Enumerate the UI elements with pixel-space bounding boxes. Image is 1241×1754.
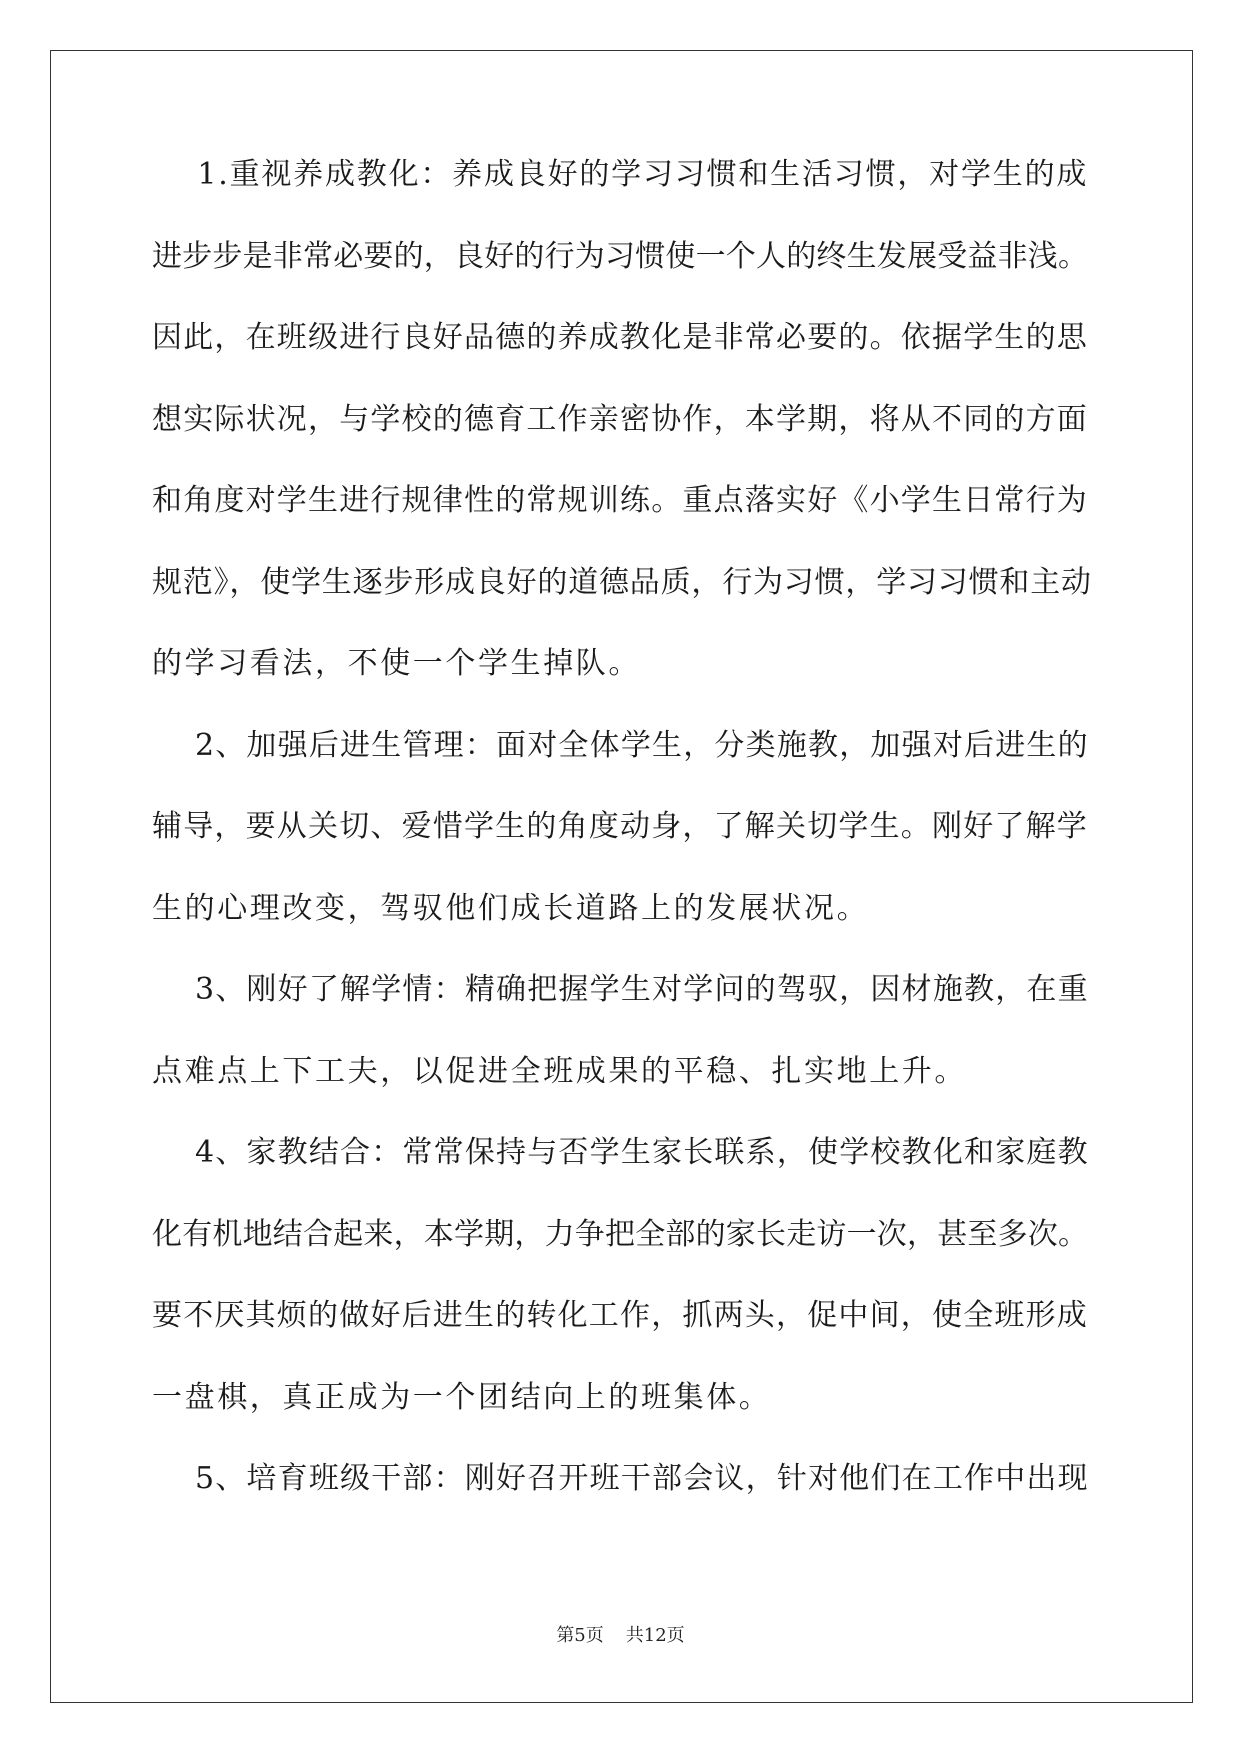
text-line: 5、培育班级干部：刚好召开班干部会议，针对他们在工作中出现	[152, 1461, 1089, 1496]
text-line: 因此，在班级进行良好品德的养成教化是非常必要的。依据学生的思	[152, 320, 1088, 355]
text-line: 要不厌其烦的做好后进生的转化工作，抓两头，促中间，使全班形成	[152, 1298, 1088, 1333]
text-line: 和角度对学生进行规律性的常规训练。重点落实好《小学生日常行为	[152, 483, 1088, 518]
text-line: 化有机地结合起来，本学期，力争把全部的家长走访一次，甚至多次。	[152, 1216, 1089, 1252]
text-line: 3、刚好了解学情：精确把握学生对学问的驾驭，因材施教，在重	[152, 972, 1089, 1007]
text-line: 想实际状况，与学校的德育工作亲密协作，本学期，将从不同的方面	[152, 401, 1088, 437]
text-line: 生的心理改变，驾驭他们成长道路上的发展状况。	[152, 890, 870, 926]
document-body	[152, 157, 1092, 1546]
page-total: 共12页	[625, 1625, 685, 1646]
text-line: 点难点上下工夫，以促进全班成果的平稳、扎实地上升。	[152, 1053, 967, 1089]
text-line: 规范》，使学生逐步形成良好的道德品质，行为习惯，学习习惯和主动	[152, 564, 1092, 600]
page-number: 第5页	[556, 1625, 604, 1646]
page-footer	[0, 1621, 1241, 1647]
text-line: 辅导，要从关切、爱惜学生的角度动身，了解关切学生。刚好了解学	[152, 809, 1088, 844]
text-line: 一盘棋，真正成为一个团结向上的班集体。	[152, 1379, 772, 1415]
text-line: 4、家教结合：常常保持与否学生家长联系，使学校教化和家庭教	[152, 1135, 1089, 1170]
text-line: 2、加强后进生管理：面对全体学生，分类施教，加强对后进生的	[152, 727, 1089, 763]
text-line: 的学习看法，不使一个学生掉队。	[152, 646, 641, 681]
text-line: 进步步是非常必要的，良好的行为习惯使一个人的终生发展受益非浅。	[152, 238, 1089, 274]
text-line: 1.重视养成教化：养成良好的学习习惯和生活习惯，对学生的成	[152, 157, 1089, 192]
